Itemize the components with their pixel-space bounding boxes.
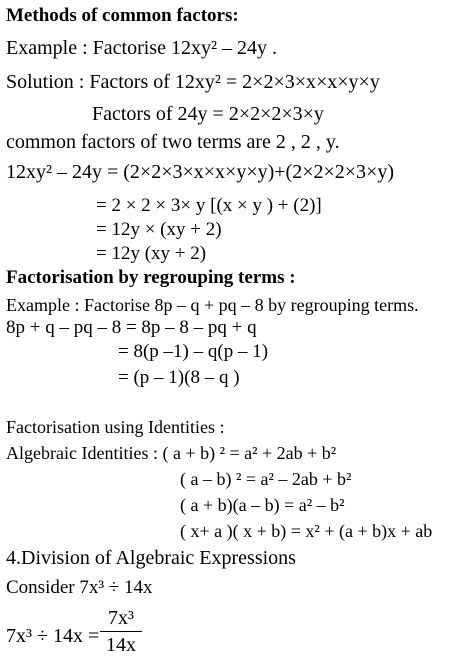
solution-line-2: Factors of 24y = 2×2×2×3×y (92, 103, 324, 125)
fraction-bar (100, 631, 142, 632)
equation-line-1: 12xy² – 24y = (2×2×3×x×x×y×y)+(2×2×2×3×y) (6, 161, 394, 183)
fraction-denominator: 14x (106, 634, 136, 656)
identity-line-1: Algebraic Identities : ( a + b) ² = a² + 2ab + b² (6, 443, 337, 463)
equation-line-4: = 12y (xy + 2) (96, 243, 207, 264)
identity-line-2: ( a – b) ² = a² – 2ab + b² (180, 469, 352, 489)
equation-line-2: = 2 × 2 × 3× y [(x × y ) + (2)] (96, 195, 322, 216)
regroup-line-1: 8p + q – pq – 8 = 8p – 8 – pq + q (6, 317, 257, 338)
heading-identities: Factorisation using Identities : (6, 417, 225, 437)
division-fraction (100, 608, 142, 655)
example-line-2: Example : Factorise 8p – q + pq – 8 by regrouping terms. (6, 295, 419, 315)
identity-line-3: ( a + b)(a – b) = a² – b² (180, 495, 345, 515)
heading-regrouping: Factorisation by regrouping terms : (6, 267, 296, 288)
division-lhs: 7x³ ÷ 14x = (6, 625, 100, 647)
heading-common-factors: Methods of common factors: (6, 5, 239, 26)
fraction-numerator: 7x³ (108, 607, 134, 629)
common-factors-line: common factors of two terms are 2 , 2 , y. (6, 131, 340, 153)
identity-line-4: ( x+ a )( x + b) = x² + (a + b)x + ab (180, 521, 433, 541)
solution-line-1: Solution : Factors of 12xy² = 2×2×3×x×x×y×y (6, 71, 380, 93)
heading-division: 4.Division of Algebraic Expressions (6, 547, 296, 569)
regroup-line-3: = (p – 1)(8 – q ) (118, 367, 240, 388)
regroup-line-2: = 8(p –1) – q(p – 1) (118, 341, 269, 362)
consider-line: Consider 7x³ ÷ 14x (6, 577, 153, 598)
example-line-1: Example : Factorise 12xy² – 24y . (6, 37, 277, 59)
equation-line-3: = 12y × (xy + 2) (96, 219, 222, 240)
